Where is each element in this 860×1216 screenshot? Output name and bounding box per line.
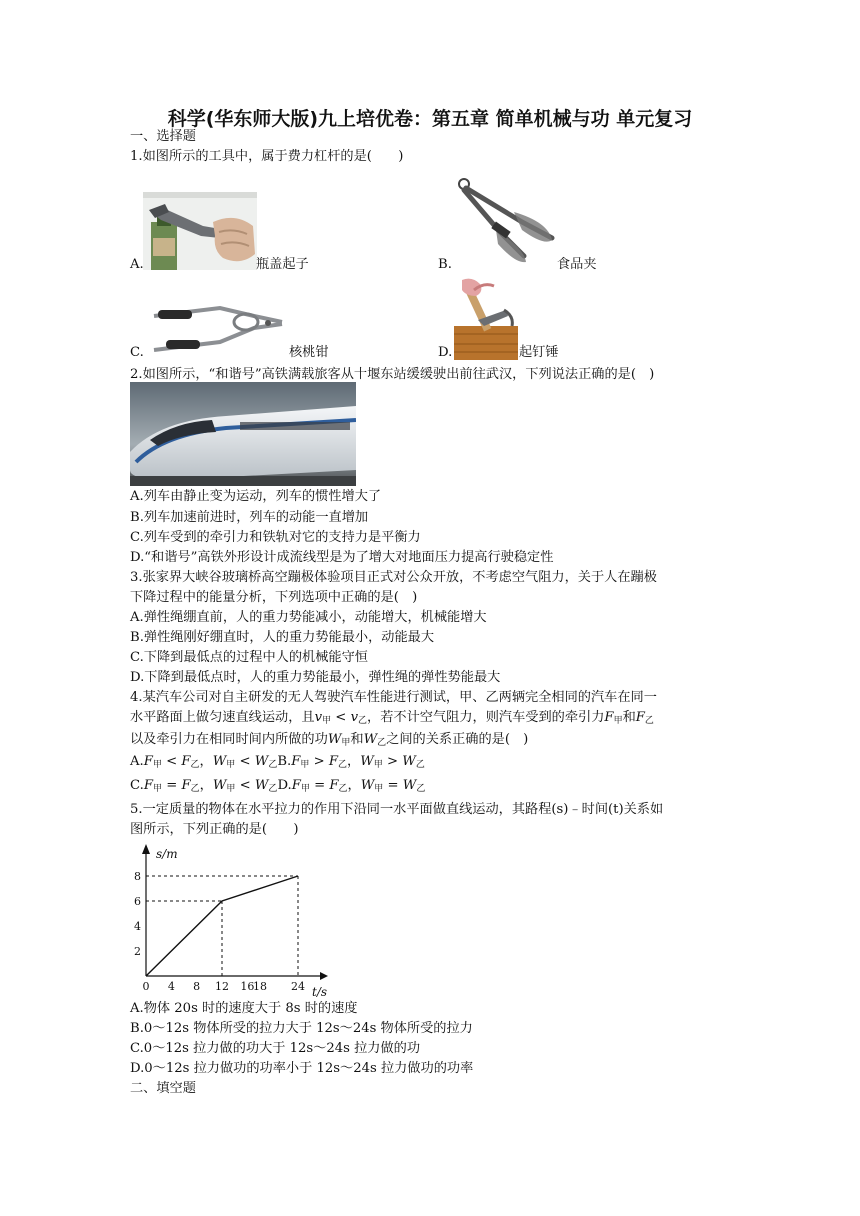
q4-options-ab: $A.F_甲 < F_乙$，$W_甲 < W_乙B.F_甲 > F_乙$，$W_甲 > W_乙$ — [130, 754, 425, 770]
y-tick-label: 2 — [134, 945, 141, 958]
q1-option-a-label: 瓶盖起子 — [256, 257, 309, 272]
q2-stem: 2.如图所示，“和谐号”高铁满载旅客从十堰东站缓缓驶出前往武汉，下列说法正确的是( ) — [130, 367, 655, 382]
y-axis-arrow — [142, 844, 150, 854]
q3-stem-line2: 下降过程中的能量分析，下列选项中正确的是( ) — [130, 590, 418, 605]
q1-option-d-label: 起钉锤 — [519, 345, 559, 360]
q1-option-c-label: 核桃钳 — [289, 345, 329, 360]
q1-option-a-letter: A. — [130, 257, 144, 272]
q5-option-a: A.物体 20s 时的速度大于 8s 时的速度 — [130, 1001, 358, 1016]
y-tick-label: 6 — [134, 895, 141, 908]
q5-stem-line2: 图所示，下列正确的是( ) — [130, 822, 299, 837]
x-tick-label: 24 — [291, 980, 305, 993]
q5-option-b: B.0～12s 物体所受的拉力大于 12s～24s 物体所受的拉力 — [130, 1021, 473, 1036]
x-tick-label: 12 — [215, 980, 229, 993]
nutcracker-image — [150, 302, 284, 358]
y-axis-label: s/m — [156, 847, 178, 861]
q1-stem: 1.如图所示的工具中，属于费力杠杆的是( ) — [130, 149, 404, 164]
q2-option-d: D.“和谐号”高铁外形设计成流线型是为了增大对地面压力提高行驶稳定性 — [130, 550, 554, 565]
y-tick-label: 8 — [134, 870, 141, 883]
q4-stem-line1: 4.某汽车公司对自主研发的无人驾驶汽车性能进行测试，甲、乙两辆完全相同的汽车在同一 — [130, 690, 657, 705]
q1-option-d-letter: D. — [438, 345, 453, 360]
q4-stem-line3: 以及牵引力在相同时间内所做的功$W_甲$和$W_乙$之间的关系正确的是( ) — [130, 732, 529, 748]
q1-option-b-label: 食品夹 — [557, 257, 597, 272]
q3-option-d: D.下降到最低点时，人的重力势能最小，弹性绳的弹性势能最大 — [130, 670, 501, 685]
q2-option-a: A.列车由静止变为运动，列车的惯性增大了 — [130, 489, 382, 504]
q3-stem-line1: 3.张家界大峡谷玻璃桥高空蹦极体验项目正式对公众开放，不考虑空气阻力，关于人在蹦极 — [130, 570, 657, 585]
x-tick-label: 0 — [142, 980, 150, 993]
section-heading-choice: 一、选择题 — [130, 129, 196, 144]
x-axis-arrow — [320, 972, 328, 980]
x-tick-label: 8 — [193, 980, 201, 993]
q3-option-a: A.弹性绳绷直前，人的重力势能减小，动能增大，机械能增大 — [130, 610, 487, 625]
q1-option-b-letter: B. — [438, 257, 452, 272]
section-heading-fill: 二、填空题 — [130, 1081, 196, 1096]
food-tongs-image — [452, 176, 556, 268]
claw-hammer-image — [454, 276, 518, 360]
x-axis-label: t/s — [312, 985, 328, 999]
x-tick-label: 18 — [253, 980, 267, 993]
q5-stem-line1: 5.一定质量的物体在水平拉力的作用下沿同一水平面做直线运动，其路程(s)﹣时间(t)关系如 — [130, 802, 664, 817]
y-tick-label: 4 — [134, 920, 141, 933]
q2-option-c: C.列车受到的牵引力和铁轨对它的支持力是平衡力 — [130, 530, 421, 545]
distance-time-chart — [128, 840, 338, 1002]
q3-option-c: C.下降到最低点的过程中人的机械能守恒 — [130, 650, 368, 665]
q4-stem-line2: 水平路面上做匀速直线运动，且$v_甲 < v_乙$，若不计空气阻力，则汽车受到的牵引力$F_甲$和$F_乙$ — [130, 710, 654, 726]
q4-options-cd: $C.F_甲 = F_乙$，$W_甲 < W_乙D.F_甲 = F_乙$，$W_甲 = W_乙$ — [130, 778, 426, 794]
high-speed-train-image — [130, 382, 356, 486]
q5-option-d: D.0～12s 拉力做功的功率小于 12s～24s 拉力做功的功率 — [130, 1061, 474, 1076]
bottle-opener-image — [143, 192, 257, 270]
x-tick-label: 16 — [240, 980, 255, 993]
page-title: 科学(华东师大版)九上培优卷：第五章 简单机械与功 单元复习 — [167, 108, 693, 130]
q5-option-c: C.0～12s 拉力做的功大于 12s～24s 拉力做的功 — [130, 1041, 421, 1056]
q3-option-b: B.弹性绳刚好绷直时，人的重力势能最小，动能最大 — [130, 630, 435, 645]
q1-option-c-letter: C. — [130, 345, 144, 360]
q2-option-b: B.列车加速前进时，列车的动能一直增加 — [130, 510, 369, 525]
x-tick-label: 4 — [167, 980, 175, 993]
